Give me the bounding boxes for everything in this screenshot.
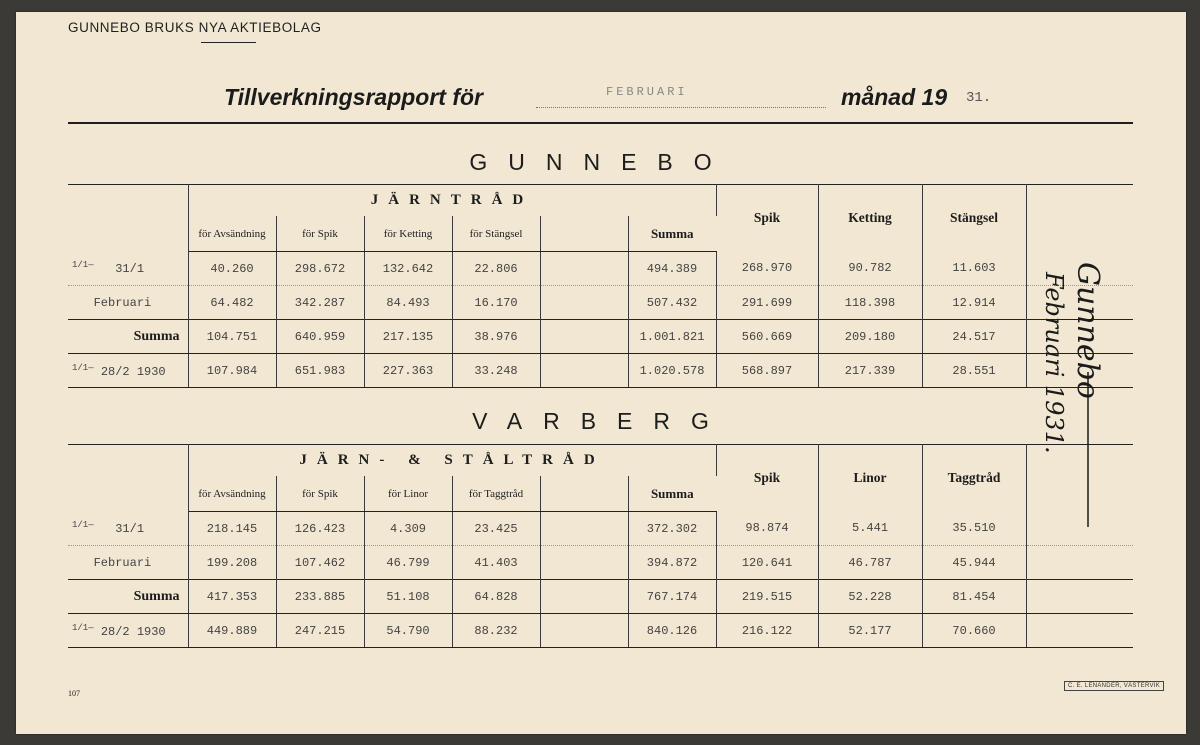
report-title-month-label: månad 19 bbox=[841, 84, 948, 110]
sub-header: för Avsändning bbox=[188, 476, 276, 512]
cell: 51.108 bbox=[364, 580, 452, 614]
section-title-gunnebo: GUNNEBO bbox=[469, 149, 733, 175]
cell: 107.462 bbox=[276, 546, 364, 580]
row-label bbox=[68, 354, 188, 388]
cell: 88.232 bbox=[452, 614, 540, 648]
printer-mark: C. E. LENANDER, VÄSTERVIK bbox=[1064, 681, 1164, 691]
date-fraction: 1/1— bbox=[72, 362, 94, 373]
cell: 651.983 bbox=[276, 354, 364, 388]
cell: 342.287 bbox=[276, 286, 364, 320]
cell: 107.984 bbox=[188, 354, 276, 388]
table-row bbox=[68, 286, 1133, 320]
cell bbox=[540, 614, 628, 648]
cell: 24.517 bbox=[922, 320, 1026, 354]
cell: 568.897 bbox=[716, 354, 818, 388]
table-row-summa bbox=[68, 320, 1133, 354]
cell: 233.885 bbox=[276, 580, 364, 614]
cell: 35.510 bbox=[922, 512, 1026, 546]
col-header-spik: Spik bbox=[716, 185, 818, 252]
table-row bbox=[68, 252, 1133, 286]
cell: 41.403 bbox=[452, 546, 540, 580]
cell: 23.425 bbox=[452, 512, 540, 546]
sub-header-summa: Summa bbox=[628, 476, 716, 512]
cell: 38.976 bbox=[452, 320, 540, 354]
col-header-blank bbox=[1026, 185, 1133, 252]
cell: 90.782 bbox=[818, 252, 922, 286]
cell bbox=[1026, 614, 1133, 648]
varberg-table bbox=[68, 444, 1133, 648]
table-row bbox=[68, 614, 1133, 648]
cell: 11.603 bbox=[922, 252, 1026, 286]
date-fraction: 1/1— bbox=[72, 260, 94, 271]
sub-header bbox=[540, 476, 628, 512]
report-month: FEBRUARI bbox=[606, 85, 688, 99]
cell: 54.790 bbox=[364, 614, 452, 648]
row-label-summa: Summa bbox=[68, 320, 188, 354]
handwritten-annotation bbox=[1028, 252, 1105, 552]
cell: 33.248 bbox=[452, 354, 540, 388]
date-fraction: 1/1— bbox=[72, 520, 94, 531]
cell: 132.642 bbox=[364, 252, 452, 286]
cell: 199.208 bbox=[188, 546, 276, 580]
cell bbox=[540, 512, 628, 546]
cell: 291.699 bbox=[716, 286, 818, 320]
cell: 1.001.821 bbox=[628, 320, 716, 354]
page-number: 107 bbox=[68, 689, 80, 698]
cell: 494.389 bbox=[628, 252, 716, 286]
cell bbox=[1026, 580, 1133, 614]
group-header-jarntrad: JÄRNTRÅD bbox=[188, 185, 716, 217]
cell: 560.669 bbox=[716, 320, 818, 354]
table-row bbox=[68, 546, 1133, 580]
cell: 22.806 bbox=[452, 252, 540, 286]
report-year-suffix: 31. bbox=[966, 90, 992, 106]
sub-header: för Taggtråd bbox=[452, 476, 540, 512]
cell bbox=[540, 320, 628, 354]
sub-header-summa: Summa bbox=[628, 216, 716, 252]
handwriting-line-1: Gunnebo bbox=[1070, 262, 1105, 399]
report-title: Tillverkningsrapport för bbox=[224, 84, 484, 110]
sub-header: för Spik bbox=[276, 216, 364, 252]
sub-header: för Ketting bbox=[364, 216, 452, 252]
cell: 98.874 bbox=[716, 512, 818, 546]
cell: 118.398 bbox=[818, 286, 922, 320]
sub-header: för Spik bbox=[276, 476, 364, 512]
cell: 247.215 bbox=[276, 614, 364, 648]
col-header-ketting: Ketting bbox=[818, 185, 922, 252]
cell: 45.944 bbox=[922, 546, 1026, 580]
cell: 1.020.578 bbox=[628, 354, 716, 388]
cell: 219.515 bbox=[716, 580, 818, 614]
cell: 126.423 bbox=[276, 512, 364, 546]
cell: 28.551 bbox=[922, 354, 1026, 388]
cell: 64.828 bbox=[452, 580, 540, 614]
sub-header: för Linor bbox=[364, 476, 452, 512]
row-label-text: 28/2 1930 bbox=[100, 364, 166, 379]
cell bbox=[540, 546, 628, 580]
cell bbox=[540, 252, 628, 286]
date-fraction: 1/1— bbox=[72, 622, 94, 633]
cell: 70.660 bbox=[922, 614, 1026, 648]
company-name: GUNNEBO BRUKS NYA AKTIEBOLAG bbox=[68, 20, 322, 35]
handwriting-line-2: Februari 1931. bbox=[1040, 272, 1068, 454]
row-label-text: Februari bbox=[93, 295, 152, 310]
cell: 104.751 bbox=[188, 320, 276, 354]
month-dotted-line bbox=[536, 107, 826, 108]
row-label bbox=[68, 286, 188, 320]
cell: 84.493 bbox=[364, 286, 452, 320]
cell: 40.260 bbox=[188, 252, 276, 286]
cell: 46.787 bbox=[818, 546, 922, 580]
gunnebo-table bbox=[68, 184, 1133, 388]
row-label-text: Februari bbox=[93, 555, 152, 570]
cell bbox=[540, 354, 628, 388]
cell: 16.170 bbox=[452, 286, 540, 320]
col-header-taggtrad: Taggtråd bbox=[922, 445, 1026, 512]
cell: 120.641 bbox=[716, 546, 818, 580]
col-header-stangsel: Stängsel bbox=[922, 185, 1026, 252]
row-label-header bbox=[68, 445, 188, 512]
title-rule bbox=[68, 122, 1133, 124]
cell: 12.914 bbox=[922, 286, 1026, 320]
cell bbox=[540, 286, 628, 320]
cell: 81.454 bbox=[922, 580, 1026, 614]
cell: 227.363 bbox=[364, 354, 452, 388]
cell: 840.126 bbox=[628, 614, 716, 648]
cell: 4.309 bbox=[364, 512, 452, 546]
cell: 417.353 bbox=[188, 580, 276, 614]
cell bbox=[540, 580, 628, 614]
table-row bbox=[68, 354, 1133, 388]
col-header-spik: Spik bbox=[716, 445, 818, 512]
cell: 216.122 bbox=[716, 614, 818, 648]
section-title-varberg: VARBERG bbox=[472, 408, 730, 434]
cell: 64.482 bbox=[188, 286, 276, 320]
report-sheet bbox=[16, 12, 1186, 734]
cell: 218.145 bbox=[188, 512, 276, 546]
sub-header: för Stängsel bbox=[452, 216, 540, 252]
sub-header: för Avsändning bbox=[188, 216, 276, 252]
table-row-summa bbox=[68, 580, 1133, 614]
cell: 268.970 bbox=[716, 252, 818, 286]
group-header-jarn-staltrad: JÄRN- & STÅLTRÅD bbox=[188, 445, 716, 477]
row-label bbox=[68, 512, 188, 546]
cell: 449.889 bbox=[188, 614, 276, 648]
row-label-text: 28/2 1930 bbox=[100, 624, 166, 639]
table-row bbox=[68, 512, 1133, 546]
row-label bbox=[68, 614, 188, 648]
row-label bbox=[68, 252, 188, 286]
col-header-linor: Linor bbox=[818, 445, 922, 512]
cell: 209.180 bbox=[818, 320, 922, 354]
cell: 767.174 bbox=[628, 580, 716, 614]
cell: 217.135 bbox=[364, 320, 452, 354]
cell: 217.339 bbox=[818, 354, 922, 388]
cell: 5.441 bbox=[818, 512, 922, 546]
company-underline bbox=[201, 42, 256, 43]
cell: 298.672 bbox=[276, 252, 364, 286]
row-label-header bbox=[68, 185, 188, 252]
cell: 640.959 bbox=[276, 320, 364, 354]
row-label-text: 31/1 bbox=[115, 522, 145, 537]
cell: 52.228 bbox=[818, 580, 922, 614]
row-label-text: 31/1 bbox=[115, 262, 145, 277]
cell: 46.799 bbox=[364, 546, 452, 580]
cell: 52.177 bbox=[818, 614, 922, 648]
cell: 507.432 bbox=[628, 286, 716, 320]
sub-header bbox=[540, 216, 628, 252]
row-label bbox=[68, 546, 188, 580]
cell: 372.302 bbox=[628, 512, 716, 546]
cell: 394.872 bbox=[628, 546, 716, 580]
row-label-summa: Summa bbox=[68, 580, 188, 614]
